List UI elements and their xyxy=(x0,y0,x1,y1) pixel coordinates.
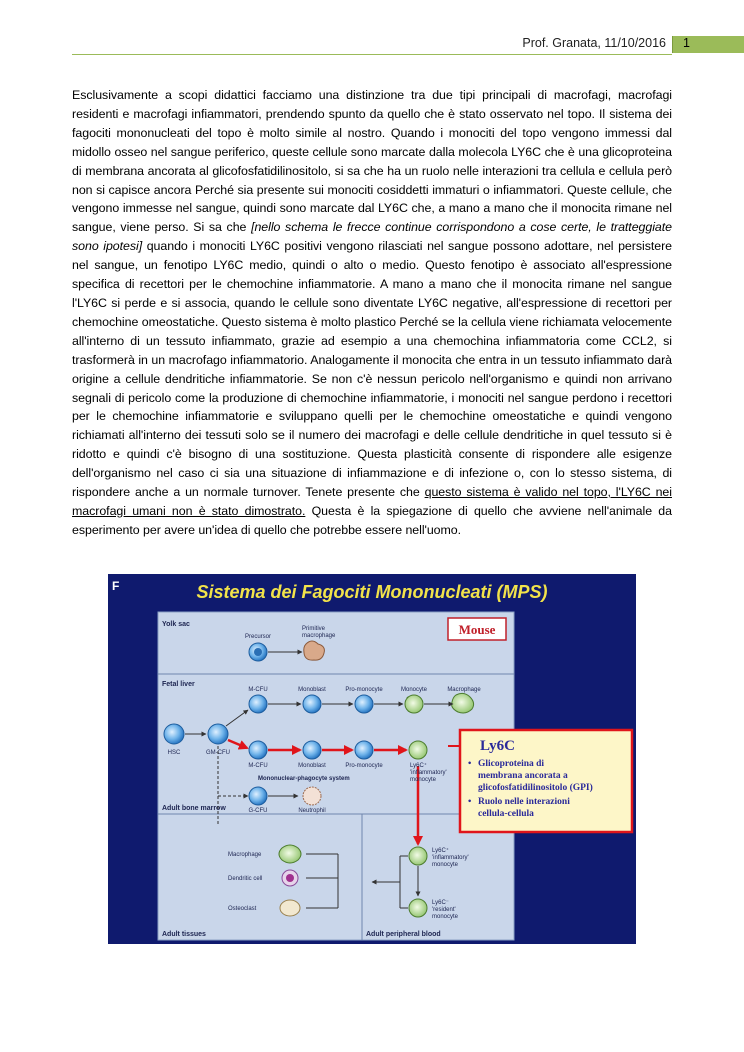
header-rule xyxy=(72,54,672,55)
ly6c-bullet-2-line-2: cellula-cellula xyxy=(478,809,534,819)
label-mcfu-top: M-CFU xyxy=(248,687,268,693)
label-promonocyte-top: Pro-monocyte xyxy=(345,687,383,693)
section-fetal-liver: Fetal liver xyxy=(162,681,195,688)
label-ly6c-plus-blood: Ly6C⁺ xyxy=(432,848,449,854)
label-promonocyte-bm: Pro-monocyte xyxy=(345,763,383,769)
label-monocyte-bm: monocyte xyxy=(410,777,437,783)
ly6c-minus-blood-icon xyxy=(409,899,427,917)
label-mps-system: Mononuclear-phagocyte system xyxy=(258,776,350,782)
mps-figure xyxy=(108,574,636,944)
label-inflammatory-blood: 'inflammatory' xyxy=(432,855,469,861)
panel-letter: F xyxy=(112,579,120,593)
label-osteoclast: Osteoclast xyxy=(228,906,257,912)
section-yolk-sac: Yolk sac xyxy=(162,621,190,628)
label-resident-blood: 'resident' xyxy=(432,907,456,913)
label-monocyte-blood-1: monocyte xyxy=(432,862,459,868)
ly6c-title: Ly6C xyxy=(480,738,516,754)
mps-diagram xyxy=(108,574,636,944)
label-monocyte-blood-2: monocyte xyxy=(432,914,459,920)
section-adult-bone-marrow: Adult bone marrow xyxy=(162,805,226,812)
label-monoblast-bm: Monoblast xyxy=(298,763,326,769)
ly6c-bullet-1-line-3: glicofosfatidilinositolo (GPI) xyxy=(478,783,593,793)
gmcfu-cell-icon xyxy=(208,724,228,744)
ly6c-bullet-2-line-1: Ruolo nelle interazioni xyxy=(478,797,570,807)
body-text-part-1: Esclusivamente a scopi didattici facciamo una distinzione tra due tipi principali di macrofagi, macrofagi residenti e macrofagi infiammatori, prendendo spunto da quello che è stato osservato nel topo. Il sistema dei fagociti mononucleati del topo è molto simile al nostro. Quando i monociti del topo vengono immessi dal midollo osseo nel sangue periferico, queste cellule sono marcate dalla molecola LY6C che è una glicoproteina di membrana ancorata al glicofosfatidilinositolo, si sa che ha un ruolo nelle interazioni tra cellula e cellula però non si capisce ancora Perché sia presente sui monociti cosiddetti immaturi o infiammatori. Queste cellule, che vengono immesse nel sangue, quindi sono marcate dal LY6C che, a mano a mano che il monocita rimane nel sangue, viene perso. Si sa che xyxy=(72,88,672,235)
page-number-box xyxy=(672,36,744,53)
header-author-date: Prof. Granata, 11/10/2016 xyxy=(522,36,666,50)
body-text-part-3: Questa è la spiegazione di quello che avviene nell'animale da esperimento per avere un'idea di quello che potrebbe essere nell'uomo. xyxy=(72,503,672,537)
label-primitive-1: Primitive xyxy=(302,626,326,632)
body-underlined-note: questo sistema è valido nel topo, l'LY6C nei macrofagi umani non è stato dimostrato. xyxy=(72,485,672,518)
label-monocyte-top: Monocyte xyxy=(400,687,428,693)
page-number: 1 xyxy=(683,36,690,50)
ly6c-bullet-2-dot: • xyxy=(468,797,472,807)
label-neutrophil: Neutrophil xyxy=(298,808,326,814)
body-text-part-2: quando i monociti LY6C positivi vengono rilasciati nel sangue possono adottare, nel persistere nel sangue, un fenotipo LY6C medio, quindi o alto o medio. Questo fenotipo è associato all'espressione specifica di recettori per le chemochine infiammatorie. A mano a mano che il monocita rimane nel sangue l'LY6C si perde e si associa, quando le cellule sono diventate LY6C negative, all'espressione di recettori per chemochine omeostatiche. Questo sistema è molto plastico Perché se la cellula viene richiamata velocemente all'interno di un tessuto infiammato, grazie ad esempio a una chemochina infiammatoria come CCL2, si trasformerà in un macrofago infiammatorio. Analogamente il monocita che entra in un tessuto infiammato darà origine a cellule dendritiche infiammatorie. Se non c'è nessun pericolo nell'organismo e quindi non arrivano segnali di pericolo come la produzione di chemochine infiammatorie, i monociti nel sangue perdono i recettori per le chemochine infiammatorie e sviluppano quelli per le chemochine omeostatiche e quindi vengono richiamati all'interno dei tessuti solo se il numero dei macrofagi e delle cellule dendritiche in quel tessuto si è ridotto e quindi c'è bisogno di una sostituzione. Questa plasticità consente di rispondere alle esigenze dell'organismo nel caso ci sia una situazione di infiammazione e di infezione o, con lo stesso sistema, di rispondere anche a un normale turnover. Tenete presente che xyxy=(72,239,672,500)
page-header xyxy=(0,34,744,54)
label-dendritic-cell: Dendritic cell xyxy=(228,876,263,882)
label-inflammatory-bm: 'inflammatory' xyxy=(410,770,447,776)
section-adult-peripheral-blood: Adult peripheral blood xyxy=(366,931,441,938)
label-gmcfu: GM-CFU xyxy=(206,750,230,756)
section-adult-tissues: Adult tissues xyxy=(162,931,206,938)
figure-title: Sistema dei Fagociti Mononucleati (MPS) xyxy=(196,582,548,602)
label-mcfu-bm: M-CFU xyxy=(248,763,268,769)
label-ly6c-plus-bm: Ly6C⁺ xyxy=(410,763,427,769)
osteoclast-icon xyxy=(280,900,300,916)
body-italic-note: [nello schema le frecce continue corrispondono a cose certe, le tratteggiate sono ipotesi] xyxy=(72,220,672,254)
ly6c-bullet-1-line-1: Glicoproteina di xyxy=(478,759,545,769)
label-primitive-2: macrophage xyxy=(302,633,336,639)
label-precursor: Precursor xyxy=(244,634,272,640)
hsc-cell-icon xyxy=(164,724,184,744)
label-gcfu: G-CFU xyxy=(248,808,268,814)
body-paragraph xyxy=(72,86,672,540)
gcfu-cell-icon xyxy=(249,787,267,805)
label-hsc: HSC xyxy=(167,750,181,756)
ly6c-plus-blood-icon xyxy=(409,847,427,865)
label-macrophage-top: Macrophage xyxy=(447,687,481,693)
tissue-macrophage-icon xyxy=(279,845,301,863)
ly6c-bullet-1-line-2: membrana ancorata a xyxy=(478,771,568,781)
ly6c-bullet-1-dot: • xyxy=(468,759,472,769)
label-tissue-macrophage: Macrophage xyxy=(228,852,262,858)
label-monoblast-top: Monoblast xyxy=(298,687,326,693)
neutrophil-icon xyxy=(303,787,321,805)
mouse-label: Mouse xyxy=(458,622,496,637)
label-ly6c-minus-blood: Ly6C⁻ xyxy=(432,900,449,906)
